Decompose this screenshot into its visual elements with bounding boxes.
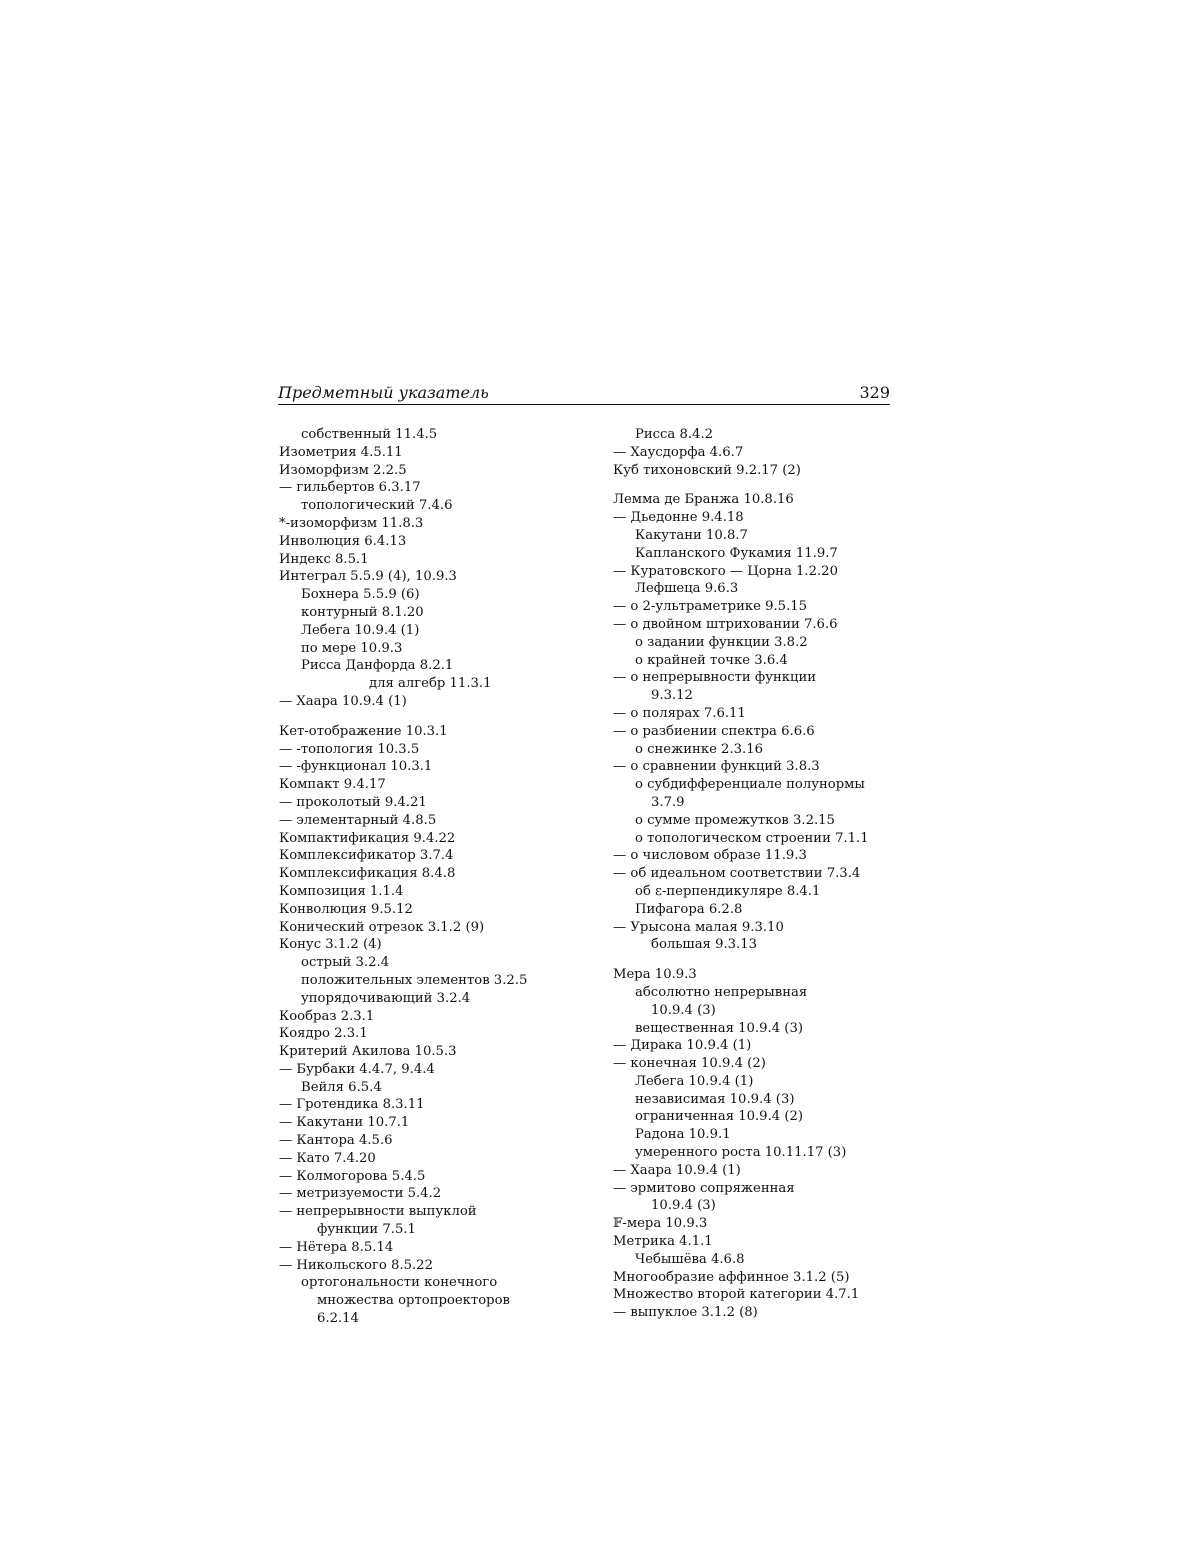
index-entry: Изоморфизм 2.2.5	[279, 462, 407, 478]
running-title: Предметный указатель	[278, 383, 489, 402]
index-entry: о субдифференциале полунормы	[635, 777, 865, 793]
index-entry: Радона 10.9.1	[635, 1127, 731, 1143]
index-entry: — проколотый 9.4.21	[279, 794, 427, 810]
index-entry: — о разбиении спектра 6.6.6	[613, 723, 815, 739]
index-entry: Лемма де Бранжа 10.8.16	[613, 492, 794, 508]
index-entry: по мере 10.9.3	[301, 640, 403, 656]
index-entry: — об идеальном соответствии 7.3.4	[613, 866, 861, 882]
index-entry: собственный 11.4.5	[301, 427, 438, 442]
index-entry: Компакт 9.4.17	[279, 777, 386, 793]
index-entry: о снежинке 2.3.16	[635, 741, 764, 757]
index-entry: — Никольского 8.5.22	[279, 1257, 433, 1273]
index-group-spacer	[613, 479, 903, 491]
index-entry: Компактификация 9.4.22	[279, 830, 456, 846]
index-entry: Какутани 10.8.7	[635, 527, 748, 543]
index-entry: — выпуклое 3.1.2 (8)	[613, 1305, 758, 1321]
index-entry: Инволюция 6.4.13	[279, 533, 407, 549]
index-entry: Капланского Фукамия 11.9.7	[635, 545, 838, 561]
index-entry: о топологическом строении 7.1.1	[635, 830, 869, 846]
index-entry: Индекс 8.5.1	[279, 551, 369, 567]
page-number: 329	[859, 383, 890, 402]
index-entry: Критерий Акилова 10.5.3	[279, 1044, 457, 1060]
index-entry: положительных элементов 3.2.5	[301, 972, 528, 988]
index-entry: — -функционал 10.3.1	[279, 759, 433, 775]
index-entry: Пифагора 6.2.8	[635, 901, 743, 917]
index-entry: независимая 10.9.4 (3)	[635, 1091, 795, 1107]
index-entry: большая 9.3.13	[651, 937, 758, 953]
index-entry: ортогональности конечного	[301, 1275, 498, 1291]
index-entry: Многообразие аффинное 3.1.2 (5)	[613, 1269, 850, 1285]
index-entry: Лебега 10.9.4 (1)	[635, 1073, 754, 1089]
index-entry: множества ортопроекторов	[317, 1293, 510, 1309]
index-entry: — конечная 10.9.4 (2)	[613, 1056, 766, 1072]
index-entry: 10.9.4 (3)	[651, 1002, 716, 1018]
index-entry: — Дирака 10.9.4 (1)	[613, 1038, 752, 1054]
index-entry: Лебега 10.9.4 (1)	[301, 622, 420, 638]
index-entry: — эрмитово сопряженная	[613, 1180, 795, 1196]
index-entry: — непрерывности выпуклой	[279, 1204, 477, 1220]
index-entry: — Нётера 8.5.14	[279, 1239, 394, 1255]
index-entry: — Гротендика 8.3.11	[279, 1097, 425, 1113]
index-entry: — Какутани 10.7.1	[279, 1115, 410, 1131]
index-entry: Конический отрезок 3.1.2 (9)	[279, 919, 485, 935]
index-entry: Вейля 6.5.4	[301, 1079, 382, 1095]
index-entry: — Урысона малая 9.3.10	[613, 919, 784, 935]
index-entry: острый 3.2.4	[301, 955, 390, 971]
index-entry: ограниченная 10.9.4 (2)	[635, 1109, 804, 1125]
index-entry: Интеграл 5.5.9 (4), 10.9.3	[279, 569, 457, 585]
index-entry: функции 7.5.1	[317, 1222, 416, 1238]
index-entry: — -топология 10.3.5	[279, 741, 420, 757]
index-entry: — о двойном штриховании 7.6.6	[613, 616, 838, 632]
index-entry: 3.7.9	[651, 794, 685, 810]
index-entry: о крайней точке 3.6.4	[635, 652, 788, 668]
index-entry: Чебышёва 4.6.8	[635, 1251, 745, 1267]
index-entry: о сумме промежутков 3.2.15	[635, 812, 835, 828]
index-entry: Кет-отображение 10.3.1	[279, 723, 448, 739]
index-column-left	[279, 426, 579, 1328]
index-column-right	[613, 426, 903, 1322]
index-entry: — гильбертов 6.3.17	[279, 480, 421, 496]
index-entry: Комплексификатор 3.7.4	[279, 848, 454, 864]
index-entry: Рисса Данфорда 8.2.1	[301, 658, 454, 674]
index-entry: — Хаара 10.9.4 (1)	[613, 1162, 741, 1178]
index-entry: Множество второй категории 4.7.1	[613, 1287, 860, 1303]
page-header	[278, 383, 890, 405]
index-entry: контурный 8.1.20	[301, 604, 424, 620]
index-entry: топологический 7.4.6	[301, 498, 453, 514]
index-entry: 𝔽-мера 10.9.3	[613, 1216, 708, 1232]
index-entry: — Хаара 10.9.4 (1)	[279, 693, 407, 709]
index-entry: 10.9.4 (3)	[651, 1198, 716, 1214]
index-group-spacer	[279, 711, 579, 723]
index-entry: Куб тихоновский 9.2.17 (2)	[613, 462, 801, 478]
index-entry: Изометрия 4.5.11	[279, 444, 403, 460]
index-entry: — о сравнении функций 3.8.3	[613, 759, 820, 775]
index-entry: для алгебр 11.3.1	[369, 676, 492, 692]
index-entry: — Кантора 4.5.6	[279, 1133, 393, 1149]
index-entry: Коядро 2.3.1	[279, 1026, 368, 1042]
index-entry: Лефшеца 9.6.3	[635, 581, 739, 597]
index-entry: — Дьедонне 9.4.18	[613, 510, 744, 526]
index-group-spacer	[613, 954, 903, 966]
index-entry: вещественная 10.9.4 (3)	[635, 1020, 803, 1036]
index-entry: Композиция 1.1.4	[279, 883, 404, 899]
index-entry: Мера 10.9.3	[613, 967, 697, 983]
index-entry: умеренного роста 10.11.17 (3)	[635, 1145, 847, 1161]
index-entry: Конус 3.1.2 (4)	[279, 937, 382, 953]
index-entry: — Бурбаки 4.4.7, 9.4.4	[279, 1061, 435, 1077]
index-entry: упорядочивающий 3.2.4	[301, 990, 471, 1006]
index-entry: Рисса 8.4.2	[635, 427, 714, 442]
index-entry: абсолютно непрерывная	[635, 984, 808, 1000]
index-entry: Комплексификация 8.4.8	[279, 866, 456, 882]
index-entry: — о 2-ультраметрике 9.5.15	[613, 599, 808, 615]
index-entry: Метрика 4.1.1	[613, 1234, 713, 1250]
index-entry: *-изоморфизм 11.8.3	[279, 515, 424, 531]
index-entry: 9.3.12	[651, 688, 693, 704]
index-entry: о задании функции 3.8.2	[635, 634, 808, 650]
index-entry: 6.2.14	[317, 1311, 359, 1327]
index-entry: — Хаусдорфа 4.6.7	[613, 444, 744, 460]
index-entry: — метризуемости 5.4.2	[279, 1186, 442, 1202]
index-entry: Бохнера 5.5.9 (6)	[301, 587, 420, 603]
index-entry: — о числовом образе 11.9.3	[613, 848, 807, 864]
index-entry: — элементарный 4.8.5	[279, 812, 437, 828]
index-entry: об ε-перпендикуляре 8.4.1	[635, 883, 821, 899]
index-entry: — Като 7.4.20	[279, 1150, 376, 1166]
index-entry: — Куратовского — Цорна 1.2.20	[613, 563, 838, 579]
index-entry: Конволюция 9.5.12	[279, 901, 413, 917]
index-entry: — о непрерывности функции	[613, 670, 817, 686]
index-entry: Кообраз 2.3.1	[279, 1008, 375, 1024]
index-entry: — Колмогорова 5.4.5	[279, 1168, 426, 1184]
index-entry: — о полярах 7.6.11	[613, 705, 746, 721]
